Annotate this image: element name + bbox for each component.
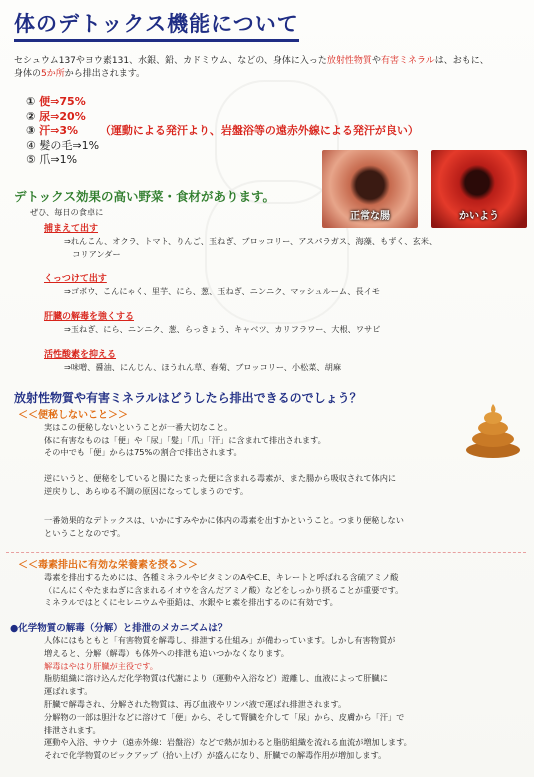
nutrition-heading: ＜＜毒素排出に有効な栄養素を摂る＞＞ bbox=[18, 560, 198, 571]
food-group-label: 活性酸素を抑える bbox=[44, 350, 117, 360]
chem-heading: ●化学物質の解毒（分解）と排泄のメカニズムは？ bbox=[10, 623, 228, 634]
photo-caption: かいよう bbox=[459, 211, 499, 222]
nutrition-text: 毒素を排出するためには、各種ミネラルやビタミンのAやC.E、キレートと呼ばれる含硫アミノ酸 （にんにくやたまねぎに含まれるイオウを含んだアミノ酸）などをしっかり摂ることが重要です。 ミネラルではとくにセレニウムや亜鉛は、水銀やヒ素を排出するのに有効です。 bbox=[44, 572, 404, 607]
intro-line-2: 身体の5か所から排出されます。 bbox=[14, 69, 146, 79]
constipation-para-3: 一番効果的なデトックスは、いかにすみやかに体内の毒素を出すかということ。つまり便秘しない ということなのです。 bbox=[44, 515, 404, 538]
normal-intestine-photo bbox=[322, 150, 418, 228]
route-item: ① 便⇒75% bbox=[26, 95, 86, 108]
photo-caption: 正常な腸 bbox=[350, 211, 390, 222]
foods-intro: ぜひ、毎日の食卓に bbox=[30, 207, 104, 217]
page-title: 体のデトックス機能について bbox=[14, 8, 299, 42]
chem-text: 人体にはもともと「有害物質を解毒し、排泄する仕組み」が備わっています。しかし有害物質が 増えると、分解（解毒）も体外への排泄も追いつかなくなります。 解毒はやはり肝臓が主役です。 脂肪組織に溶け込んだ化学物質は代謝により（運動や入浴など）遊離し、血液によって肝臓に 運ばれます。 肝臓で解毒され、分解された物質は、再び血液やリンパ液で運ばれ排泄されます。 分解物の一部は胆汁などに溶けて「便」から、そして腎臓を介して「尿」から、皮膚から「汗」で 排泄されます。 運動や入浴、サウナ（遠赤外線：岩盤浴）などで熱が加わると脂肪組織を流れる血流が増加します。 それで化学物質のピックアップ（拾い上げ）が盛んになり、肝臓での解毒作用が増加します。 bbox=[44, 635, 412, 761]
intro-line-1: セシュウム137やヨウ素131、水銀、鉛、カドミウム、などの、身体に入った放射性物質や有害ミネラルは、おもに、 bbox=[14, 56, 489, 66]
section-divider bbox=[6, 552, 526, 555]
food-group-items: ⇒れんこん、オクラ、トマト、りんご、玉ねぎ、ブロッコリー、アスパラガス、海藻、もずく、玄米、 コリアンダー bbox=[64, 236, 438, 259]
route-item: ② 尿⇒20% bbox=[26, 109, 86, 123]
food-group-items: ⇒玉ねぎ、にら、ニンニク、葱、らっきょう、キャベツ、カリフラワー、大根、ワサビ bbox=[64, 324, 381, 334]
food-group-label: 肝臓の解毒を強くする bbox=[44, 312, 135, 322]
ulcer-intestine-photo bbox=[431, 150, 527, 228]
poop-icon bbox=[462, 398, 524, 460]
food-group-label: 捕まえて出す bbox=[44, 224, 99, 234]
food-group-items: ⇒ゴボウ、こんにゃく、里芋、にら、葱、玉ねぎ、ニンニク、マッシュルーム、長イモ bbox=[64, 286, 381, 296]
question-heading: 放射性物質や有害ミネラルはどうしたら排出できるのでしょう？ bbox=[14, 391, 362, 405]
constipation-para-2: 逆にいうと、便秘をしていると腸にたまった便に含まれる毒素が、また腸から吸収されて体内に 逆戻りし、あらゆる不調の原因になってしまうのです。 bbox=[44, 473, 397, 496]
route-item: ③ 汗⇒3% （運動による発汗より、岩盤浴等の遠赤外線による発汗が良い） bbox=[26, 124, 419, 137]
sweat-note: （運動による発汗より、岩盤浴等の遠赤外線による発汗が良い） bbox=[99, 124, 419, 137]
food-group-label: くっつけて出す bbox=[44, 274, 107, 284]
route-item: ⑤ 爪⇒1% bbox=[26, 153, 78, 166]
constipation-heading: ＜＜便秘しないこと＞＞ bbox=[18, 410, 128, 421]
route-item: ④ 髪の毛⇒1% bbox=[26, 138, 100, 152]
foods-heading: デトックス効果の高い野菜・食材があります。 bbox=[14, 189, 276, 204]
food-group-items: ⇒味噌、醤油、にんじん、ほうれん草、春菊、ブロッコリー、小松菜、胡麻 bbox=[64, 362, 342, 372]
constipation-text: 実はこの便秘しないということが一番大切なこと。 体に有害なものは「便」や「尿」「髪」「爪」「汗」に含まれて排出されます。 その中でも「便」からは75%の割合で排出されます。 bbox=[44, 422, 326, 457]
